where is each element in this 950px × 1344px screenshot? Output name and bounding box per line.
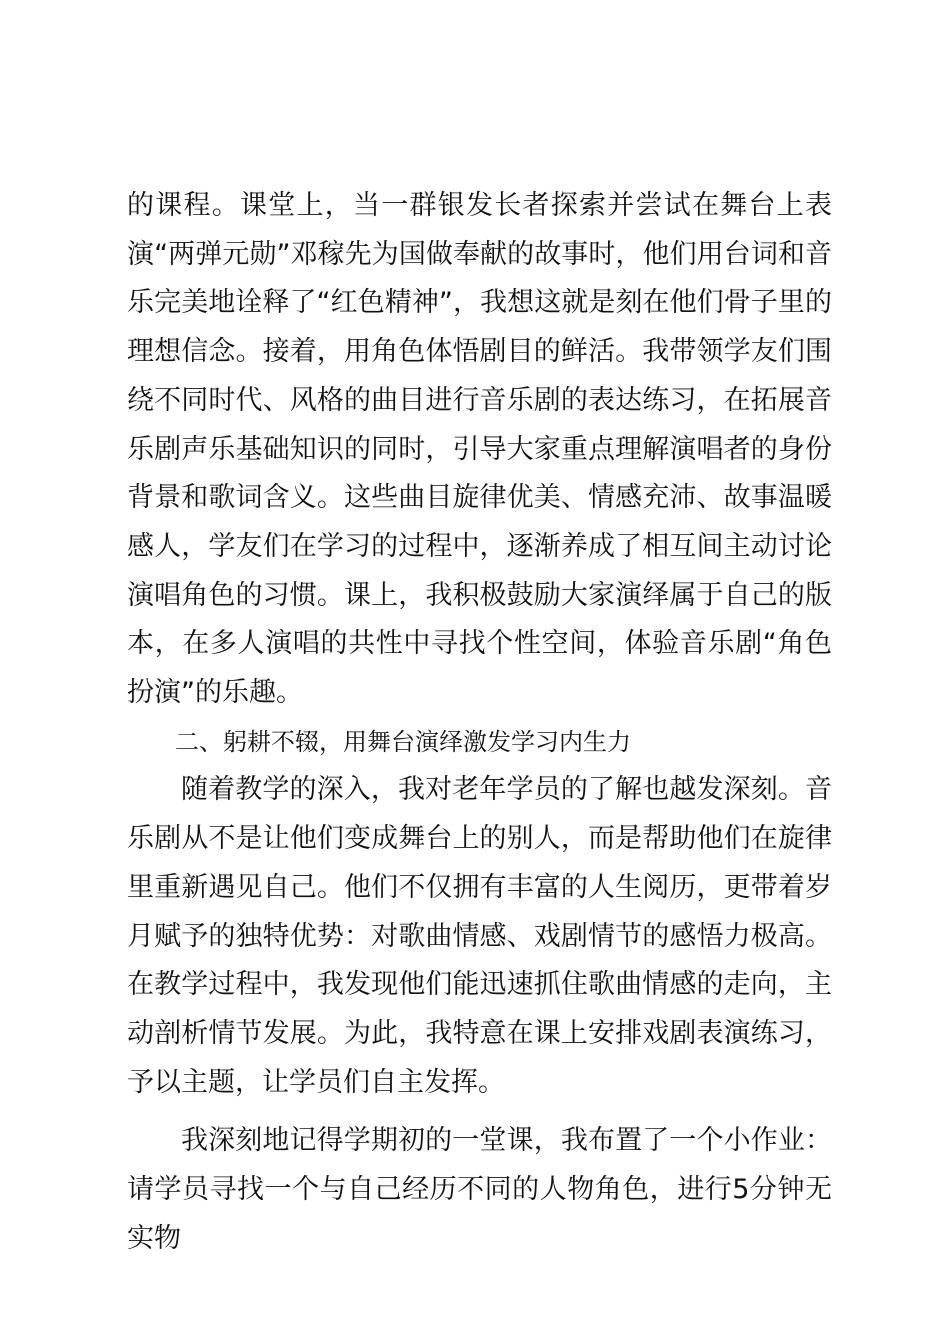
body-paragraph-2: 随着教学的深入，我对老年学员的了解也越发深刻。音乐剧从不是让他们变成舞台上的别人，而是帮助他们在旋律里重新遇见自己。他们不仅拥有丰富的人生阅历，更带着岁月赋予的独特优势：对歌曲情感、戏剧情节的感悟力极高。在教学过程中，我发现他们能迅速抓住歌曲情感的走向，主动剖析情节发展。为此，我特意在课上安排戏剧表演练习，予以主题，让学员们自主发挥。 (127, 774, 832, 1098)
body-paragraph-1: 的课程。课堂上，当一群银发长者探索并尝试在舞台上表演“两弹元勋”邓稼先为国做奉献的故事时，他们用台词和音乐完美地诠释了“红色精神”，我想这就是刻在他们骨子里的理想信念。接着，用角色体悟剧目的鲜活。我带领学友们围绕不同时代、风格的曲目进行音乐剧的表达练习，在拓展音乐剧声乐基础知识的同时，引导大家重点理解演唱者的身份背景和歌词含义。这些曲目旋律优美、情感充沛、故事温暖感人，学友们在学习的过程中，逐渐养成了相互间主动讨论演唱角色的习惯。课上，我积极鼓励大家演绎属于自己的版本，在多人演唱的共性中寻找个性空间，体验音乐剧“角色扮演”的乐趣。 (127, 190, 832, 709)
section-heading-2: 二、躬耕不辍，用舞台演绎激发学习内生力 (175, 727, 631, 756)
document-body (127, 182, 832, 1263)
body-paragraph-3: 我深刻地记得学期初的一堂课，我布置了一个小作业：请学员寻找一个与自己经历不同的人物角色，进行5分钟无实物 (127, 1125, 832, 1254)
